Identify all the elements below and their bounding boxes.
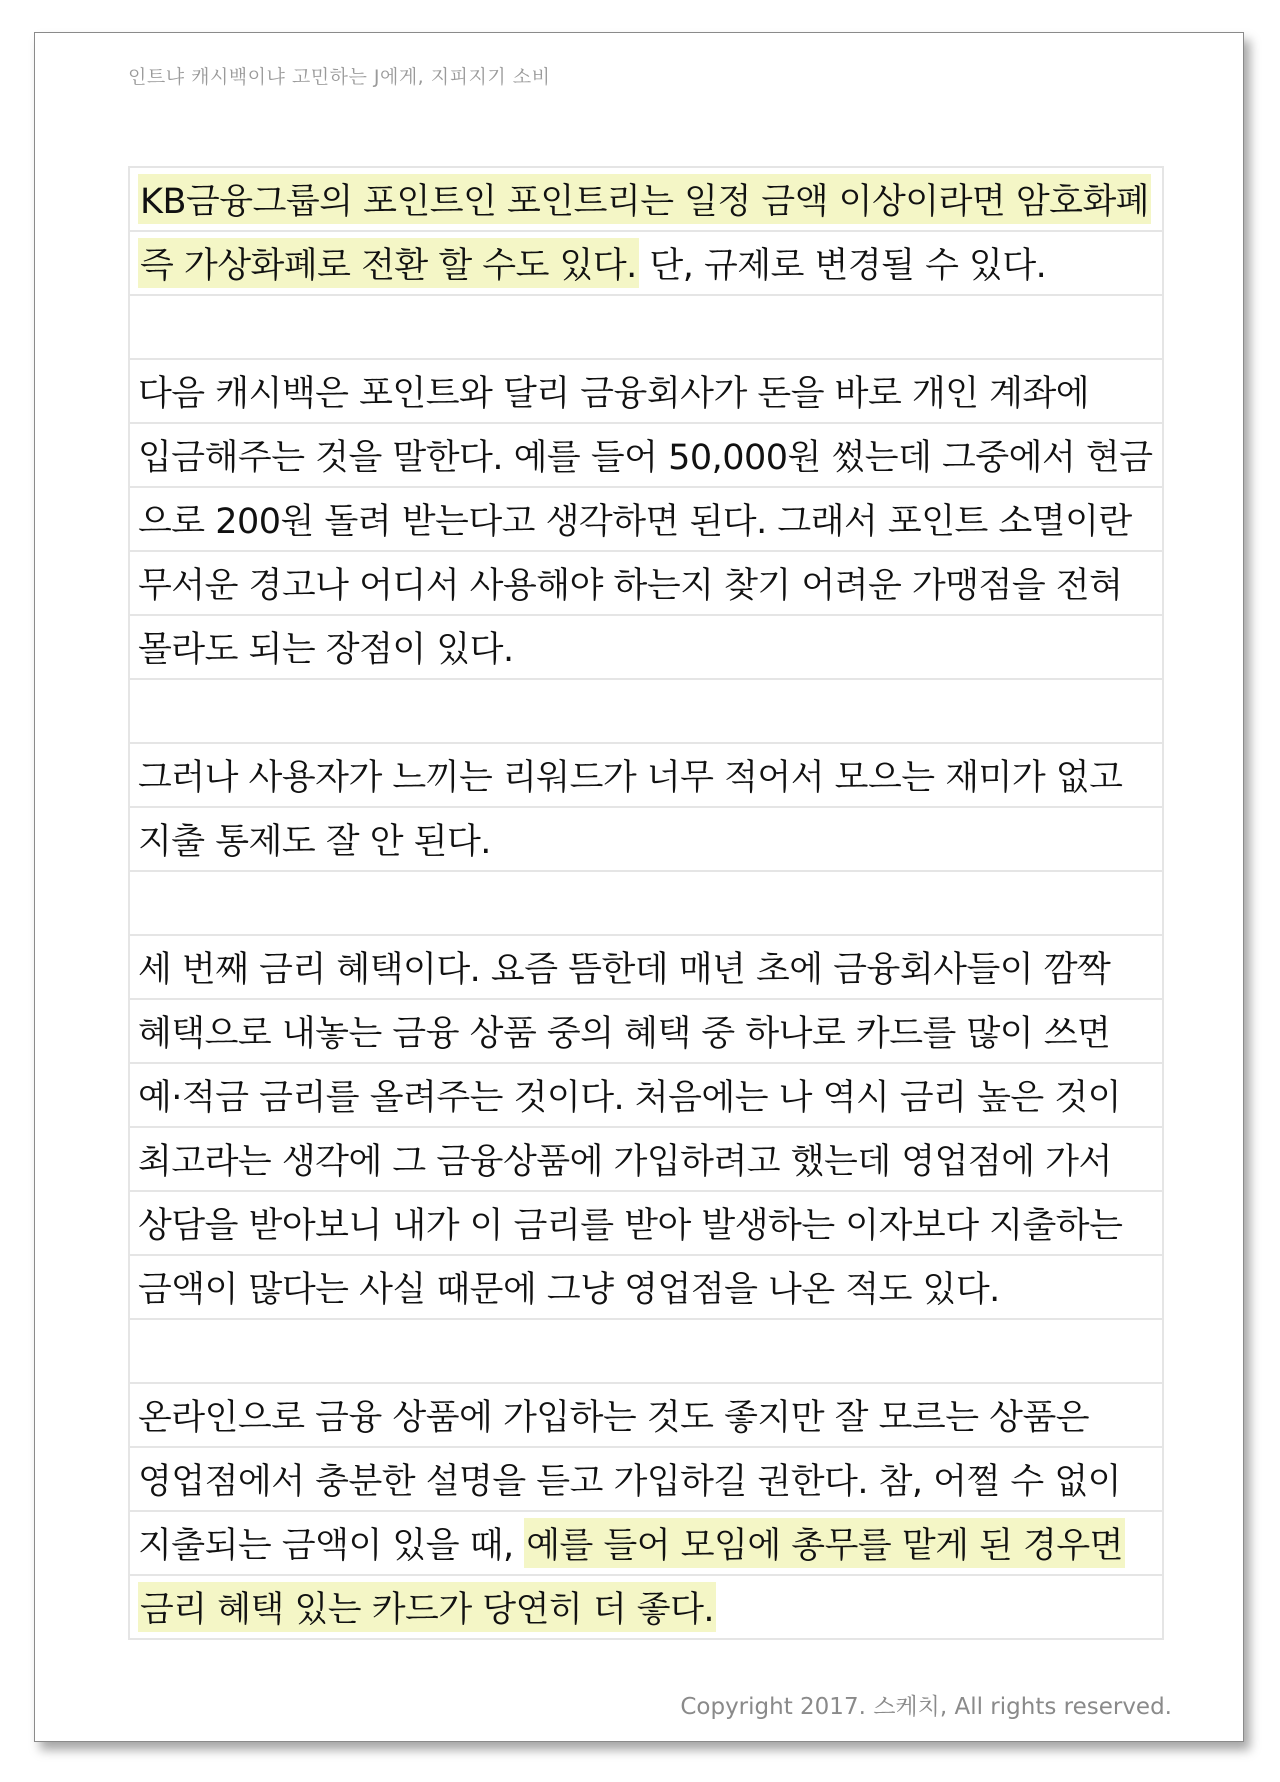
text-segment: 몰라도 되는 장점이 있다. bbox=[138, 630, 514, 670]
text-line bbox=[130, 808, 1162, 872]
page-header-title: 인트냐 캐시백이냐 고민하는 J에게, 지피지기 소비 bbox=[128, 66, 551, 88]
text-segment: 예·적금 금리를 올려주는 것이다. 처음에는 나 역시 금리 높은 것이 bbox=[138, 1078, 1121, 1118]
text-line bbox=[130, 1000, 1162, 1064]
text-segment: 단, 규제로 변경될 수 있다. bbox=[638, 246, 1047, 286]
text-segment: 상담을 받아보니 내가 이 금리를 받아 발생하는 이자보다 지출하는 bbox=[138, 1206, 1123, 1246]
highlighted-text: KB금융그룹의 포인트인 포인트리는 일정 금액 이상이라면 암호화폐 bbox=[138, 174, 1151, 224]
text-segment: 으로 200원 돌려 받는다고 생각하면 된다. 그래서 포인트 소멸이란 bbox=[138, 502, 1132, 542]
text-line bbox=[130, 1576, 1162, 1640]
text-line bbox=[130, 1256, 1162, 1320]
highlighted-text: 예를 들어 모임에 총무를 맡게 된 경우면 bbox=[524, 1518, 1125, 1568]
text-line bbox=[130, 488, 1162, 552]
text-segment: 최고라는 생각에 그 금융상품에 가입하려고 했는데 영업점에 가서 bbox=[138, 1142, 1112, 1182]
text-line bbox=[130, 1512, 1162, 1576]
text-segment: 영업점에서 충분한 설명을 듣고 가입하길 권한다. 참, 어쩔 수 없이 bbox=[138, 1462, 1121, 1502]
text-line bbox=[130, 744, 1162, 808]
text-segment: 세 번째 금리 혜택이다. 요즘 뜸한데 매년 초에 금융회사들이 깜짝 bbox=[138, 950, 1111, 990]
text-line bbox=[130, 936, 1162, 1000]
text-segment: 다음 캐시백은 포인트와 달리 금융회사가 돈을 바로 개인 계좌에 bbox=[138, 374, 1090, 414]
text-line bbox=[130, 360, 1162, 424]
lined-text-body bbox=[128, 166, 1164, 1640]
text-line bbox=[130, 1128, 1162, 1192]
text-line bbox=[130, 552, 1162, 616]
text-line bbox=[130, 424, 1162, 488]
text-segment: 입금해주는 것을 말한다. 예를 들어 50,000원 썼는데 그중에서 현금 bbox=[138, 438, 1153, 478]
text-line bbox=[130, 168, 1162, 232]
text-line bbox=[130, 616, 1162, 680]
blank-line bbox=[130, 680, 1162, 744]
text-line bbox=[130, 232, 1162, 296]
text-segment: 지출 통제도 잘 안 된다. bbox=[138, 822, 491, 862]
highlighted-text: 즉 가상화폐로 전환 할 수도 있다. bbox=[138, 238, 639, 288]
blank-line bbox=[130, 296, 1162, 360]
text-segment: 무서운 경고나 어디서 사용해야 하는지 찾기 어려운 가맹점을 전혀 bbox=[138, 566, 1123, 606]
highlighted-text: 금리 혜택 있는 카드가 당연히 더 좋다. bbox=[138, 1582, 716, 1632]
text-line bbox=[130, 1192, 1162, 1256]
text-segment: 온라인으로 금융 상품에 가입하는 것도 좋지만 잘 모르는 상품은 bbox=[138, 1398, 1090, 1438]
blank-line bbox=[130, 872, 1162, 936]
blank-line bbox=[130, 1320, 1162, 1384]
text-segment: 지출되는 금액이 있을 때, bbox=[138, 1526, 525, 1566]
text-segment: 혜택으로 내놓는 금융 상품 중의 혜택 중 하나로 카드를 많이 쓰면 bbox=[138, 1014, 1111, 1054]
text-segment: 금액이 많다는 사실 때문에 그냥 영업점을 나온 적도 있다. bbox=[138, 1270, 1000, 1310]
text-segment: 그러나 사용자가 느끼는 리워드가 너무 적어서 모으는 재미가 없고 bbox=[138, 758, 1123, 798]
copyright-footer: Copyright 2017. 스케치, All rights reserved. bbox=[680, 1694, 1172, 1720]
text-line bbox=[130, 1448, 1162, 1512]
text-line bbox=[130, 1064, 1162, 1128]
text-line bbox=[130, 1384, 1162, 1448]
